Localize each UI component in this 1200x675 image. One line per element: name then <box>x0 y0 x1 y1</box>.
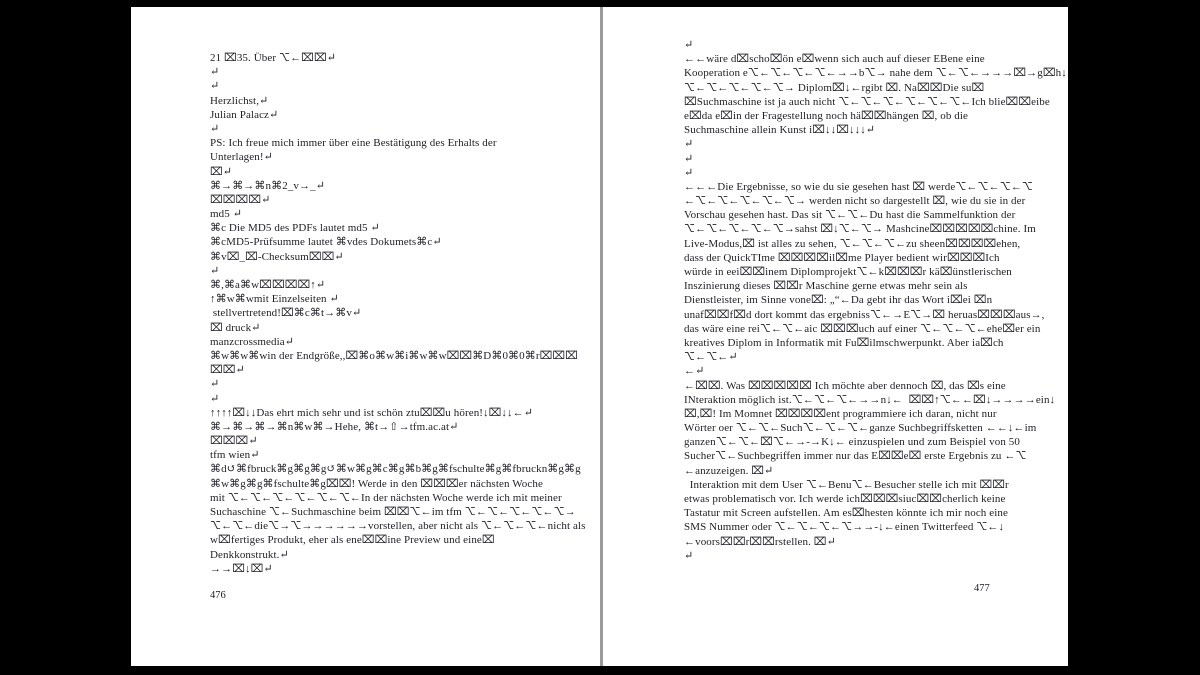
text-line: ⌘c Die MD5 des PDFs lautet md5 ↵ <box>210 222 380 235</box>
text-line: ⌧Suchmaschine ist ja auch nicht ⌥←⌥←⌥←⌥←⌥←⌥←Ich blie⌧⌧eibe <box>684 95 1050 108</box>
text-line: ⌧⌧↵ <box>210 364 245 377</box>
text-line: Vorschau gesehen hast. Das sit ⌥←⌥←Du hast die Sammelfunktion der <box>684 209 1016 222</box>
text-line: Interaktion mit dem User ⌥←Benu⌥←Besucher stelle ich mit ⌧⌧r <box>684 478 1009 491</box>
text-line: ⌧,⌧! Im Momnet ⌧⌧⌧⌧ent programmiere ich daran, nicht nur <box>684 407 997 420</box>
page-number-left: 476 <box>210 590 226 601</box>
text-line: Suchmaschine allein Kunst i⌧↓↓⌧↓↓↓↵ <box>684 124 876 137</box>
text-line: ←←wäre d⌧scho⌧ön e⌧wenn sich auch auf dieser EBene eine <box>684 53 985 66</box>
text-line: ⌧⌧⌧⌧↵ <box>210 193 271 206</box>
page-left <box>131 7 600 666</box>
text-line: 21 ⌧35. Über ⌥←⌧⌧↵ <box>210 52 337 64</box>
text-line: ←←←Die Ergebnisse, so wie du sie gesehen hast ⌧ werde⌥←⌥←⌥←⌥ <box>684 180 1034 193</box>
text-line: SMS Nummer oder ⌥←⌥←⌥←⌥→→-↓←einen Twitterfeed ⌥←↓ <box>684 521 1005 534</box>
page-right <box>603 7 1068 666</box>
text-line: ↵ <box>684 166 694 179</box>
text-line: Sucher⌥←Suchbegriffen immer nur das E⌧⌧e⌧ erste Ergebnis zu ←⌥ <box>684 450 1027 463</box>
text-line: ↵ <box>684 549 694 562</box>
text-line: ↵ <box>684 138 694 151</box>
text-line: Julian Palacz↵ <box>210 108 279 121</box>
text-line: Kooperation e⌥←⌥←⌥←⌥←→→b⌥→ nahe dem ⌥←⌥←→→→⌧→g⌧h↓ <box>684 67 1067 80</box>
text-line: ←anzuzeigen. ⌧↵ <box>684 464 774 477</box>
text-line: Herzlichst,↵ <box>210 94 269 107</box>
text-line: mit ⌥←⌥←⌥←⌥←⌥←⌥←In der nächsten Woche werde ich mit meiner <box>210 491 562 504</box>
text-line: manzcrossmedia↵ <box>210 335 295 348</box>
text-line: ⌧⌧⌧↵ <box>210 435 258 448</box>
text-line: das wäre eine rei⌥←⌥←aic ⌧⌧⌧uch auf einer ⌥←⌥←⌥←ehe⌧er ein <box>684 322 1041 335</box>
text-line: PS: Ich freue mich immer über eine Bestätigung des Erhalts der <box>210 137 497 150</box>
text-line: ⌥←⌥←die⌥→⌥→→→→→→vorstellen, aber nicht als ⌥←⌥←⌥←nicht als <box>210 520 586 533</box>
text-line: Live-Modus,⌧ ist alles zu sehen, ⌥←⌥←⌥←zu sheen⌧⌧⌧⌧ehen, <box>684 237 1021 250</box>
text-line: Inszinierung dieses ⌧⌧r Maschine gerne etwas mehr sein als <box>684 280 968 293</box>
text-line: ↑↑↑↑⌧↓↓Das ehrt mich sehr und ist schön ztu⌧⌧u hören!↓⌧↓↓←↵ <box>210 406 534 419</box>
text-line: ←⌥←⌥←⌥←⌥←⌥→ werden nicht so dargestellt ⌧, wie du sie in der <box>684 195 1026 208</box>
text-line: w⌧fertiges Produkt, eher als ene⌧⌧ine Preview und eine⌧ <box>210 534 495 547</box>
page-number-right: 477 <box>974 583 990 594</box>
text-line: md5 ↵ <box>210 208 243 221</box>
text-line: ↵ <box>210 378 220 391</box>
text-line: tfm wien↵ <box>210 449 260 462</box>
text-line: →→⌧↓⌧↵ <box>210 562 273 575</box>
text-line: etwas problematisch vor. Ich werde ich⌧⌧⌧siuc⌧⌧cherlich keine <box>684 493 1006 505</box>
text-line: INteraktion möglich ist.⌥←⌥←⌥←→→n↓← ⌧⌧↑⌥←←⌧↓→→→→ein↓ <box>684 393 1056 406</box>
text-line: ⌧↵ <box>210 165 233 178</box>
text-line: ⌘v⌧_⌧-Checksum⌧⌧↵ <box>210 250 344 263</box>
text-line: Tastatur mit Screen aufstellen. Am es⌧hesten könnte ich mir noch eine <box>684 507 1008 520</box>
text-line: ←⌧⌧. Was ⌧⌧⌧⌧⌧ Ich möchte aber dennoch ⌧, das ⌧s eine <box>684 379 1006 392</box>
text-line: ↑⌘w⌘wmit Einzelseiten ↵ <box>210 293 339 306</box>
text-line: e⌧da e⌧in der Fragestellung noch hä⌧⌧hängen ⌧, ob die <box>684 109 969 122</box>
text-line: ganzen⌥←⌥←⌧⌥←→-→K↓← einzuspielen und zum Beispiel von 50 <box>684 436 1020 449</box>
text-line: kreatives Diplom in Informatik mit Fu⌧ilmschwerpunkt. Aber ia⌧ch <box>684 336 1004 349</box>
text-line: ⌘cMD5-Prüfsumme lautet ⌘vdes Dokumets⌘c↵ <box>210 236 442 249</box>
text-line: ↵ <box>210 122 220 135</box>
text-line: ←voors⌧⌧r⌧⌧rstellen. ⌧↵ <box>684 535 836 548</box>
text-line: Dienstleister, im Sinne vone⌧: „“←Da gebt ihr das Wort i⌧ei ⌧n <box>684 294 993 307</box>
text-line: stellvertretend!⌧⌘c⌘t→⌘v↵ <box>210 307 362 320</box>
text-line: ⌘w⌘g⌘g⌘fschulte⌘g⌧⌧! Werde in den ⌧⌧⌧er nächsten Woche <box>210 477 543 490</box>
text-line: ↵ <box>684 152 694 165</box>
page-right-text <box>684 38 1067 563</box>
text-line: ⌥←⌥←↵ <box>684 351 738 364</box>
text-line: ↵ <box>684 39 694 51</box>
text-line: ⌥←⌥←⌥←⌥←⌥→ Diplom⌧↓←rgibt ⌧. Na⌧⌧Die su⌧ <box>684 81 985 94</box>
text-line: ⌘→⌘→⌘→⌘n⌘w⌘→Hehe, ⌘t→⇧→tfm.ac.at↵ <box>210 420 459 433</box>
text-line: ⌘,⌘a⌘w⌧⌧⌧⌧↑↵ <box>210 279 326 291</box>
text-line: Unterlagen!↵ <box>210 151 273 164</box>
text-line: ←↵ <box>684 365 705 378</box>
text-line: würde in eei⌧⌧inem Diplomprojekt⌥←k⌧⌧⌧r kä⌧ünstlerischen <box>684 266 1012 278</box>
text-line: ⌥←⌥←⌥←⌥←⌥→sahst ⌧↓⌥←⌥→ Mashcine⌧⌧⌧⌧⌧chine. Im <box>684 223 1036 236</box>
text-line: ↵ <box>210 66 220 79</box>
text-line: Denkkonstrukt.↵ <box>210 548 289 561</box>
text-line: ↵ <box>210 392 220 405</box>
text-line: ⌧ druck↵ <box>210 321 261 334</box>
text-line: ⌘d↺⌘fbruck⌘g⌘g⌘g↺⌘w⌘g⌘c⌘g⌘b⌘g⌘fschulte⌘g⌘fbruckn⌘g⌘g <box>210 463 581 476</box>
text-line: Wörter oer ⌥←⌥←Such⌥←⌥←⌥←ganze Suchbegriffsketten ←←↓←im <box>684 422 1037 435</box>
text-line: ↵ <box>210 264 220 277</box>
text-line: ⌘w⌘w⌘win der Endgröße,,⌧⌘o⌘w⌘i⌘w⌘w⌧⌧⌘D⌘0⌘0⌘r⌧⌧⌧ <box>210 349 578 362</box>
page-left-text <box>210 51 586 576</box>
text-line: dass der QuickTIme ⌧⌧⌧⌧il⌧me Player bedient wir⌧⌧⌧Ich <box>684 251 1000 264</box>
page-spread <box>131 7 1068 666</box>
text-line: ⌘→⌘→⌘n⌘2_v→_↵ <box>210 179 326 192</box>
text-line: unaf⌧⌧f⌧d dort kommt das ergebniss⌥←→E⌥→⌧ heruas⌧⌧⌧aus→, <box>684 308 1045 321</box>
text-line: Suchaschine ⌥←Suchmaschine beim ⌧⌧⌥←im tfm ⌥←⌥←⌥←⌥←⌥→ <box>210 506 576 518</box>
text-line: ↵ <box>210 80 220 93</box>
